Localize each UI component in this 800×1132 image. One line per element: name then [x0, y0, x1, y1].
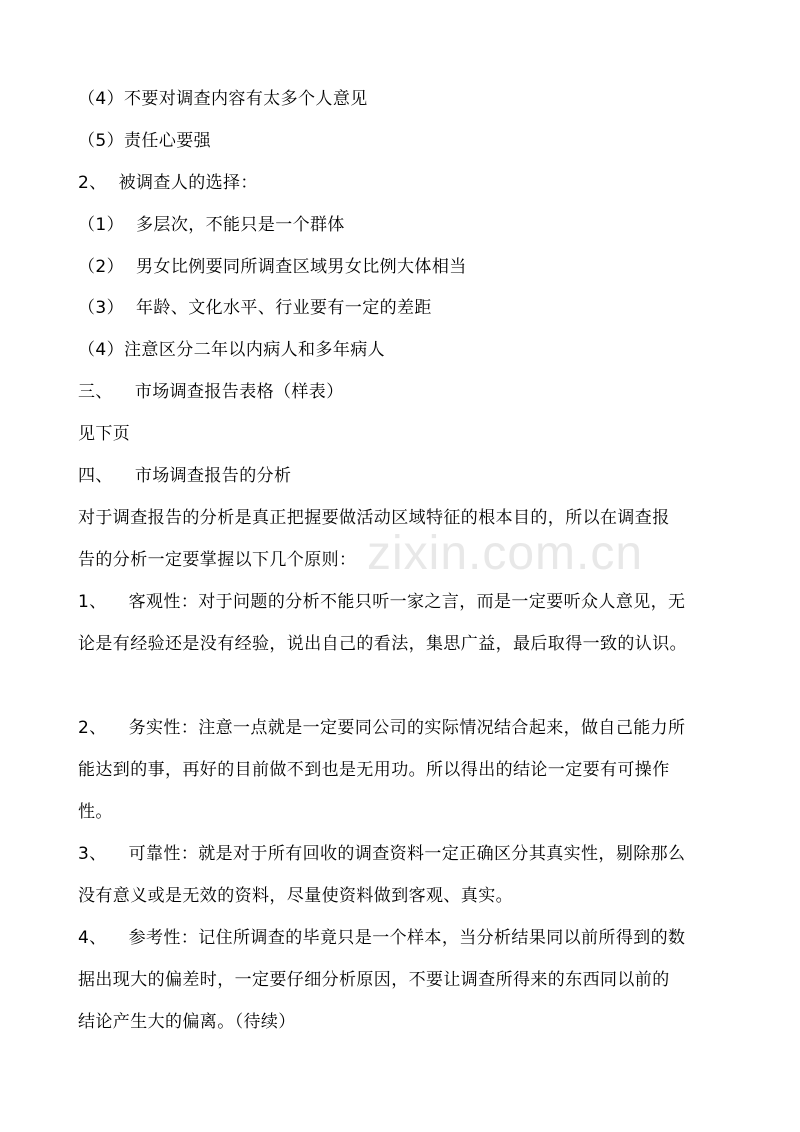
sub-item [78, 257, 467, 277]
paragraph-line [78, 634, 687, 654]
line-text: （4）不要对调查内容有太多个人意见 [78, 89, 368, 109]
item-text: 参考性：记住所调查的毕竟只是一个样本，当分析结果同以前所得到的数 [128, 928, 686, 948]
paragraph-line [78, 886, 513, 906]
section-heading [78, 466, 291, 486]
section-number: 四、 [78, 466, 113, 486]
paragraph-line [78, 550, 356, 570]
item-text: 年龄、文化水平、行业要有一定的差距 [136, 298, 432, 318]
item-number: 1、 [78, 592, 107, 612]
line-text: 没有意义或是无效的资料，尽量使资料做到客观、真实。 [78, 886, 513, 906]
sub-item [78, 215, 345, 235]
item-number: 2、 [78, 173, 107, 193]
numbered-heading [78, 173, 258, 193]
paragraph-line [78, 508, 670, 528]
principle-item [78, 592, 685, 612]
text-line [78, 89, 368, 109]
paragraph-line [78, 802, 113, 822]
item-text: 男女比例要同所调查区域男女比例大体相当 [136, 257, 467, 277]
item-text: 务实性：注意一点就是一定要同公司的实际情况结合起来，做自己能力所 [128, 718, 686, 738]
text-line [78, 424, 130, 444]
watermark: zixin.com.cn [367, 527, 644, 580]
paragraph-line [78, 760, 670, 780]
heading-text: 市场调查报告的分析 [134, 466, 292, 486]
principle-item [78, 844, 685, 864]
line-text: 告的分析一定要掌握以下几个原则： [78, 550, 357, 570]
text-line [78, 131, 211, 151]
line-text: 据出现大的偏差时，一定要仔细分析原因，不要让调查所得来的东西同以前的 [78, 970, 670, 990]
item-text: 多层次，不能只是一个群体 [136, 215, 345, 235]
line-text: 见下页 [78, 424, 131, 444]
line-text: 结论产生大的偏离。（待续） [78, 1012, 296, 1032]
text-line [78, 340, 385, 360]
line-text: 对于调查报告的分析是真正把握要做活动区域特征的根本目的，所以在调查报 [78, 508, 670, 528]
sub-item [78, 298, 432, 318]
item-number: 4、 [78, 928, 107, 948]
item-number: 3、 [78, 844, 107, 864]
item-number: （1） [78, 215, 125, 235]
item-text: 可靠性：就是对于所有回收的调查资料一定正确区分其真实性，剔除那么 [128, 844, 686, 864]
item-number: （3） [78, 298, 125, 318]
line-text: （4）注意区分二年以内病人和多年病人 [78, 340, 386, 360]
line-text: （5）责任心要强 [78, 131, 212, 151]
item-number: （2） [78, 257, 125, 277]
item-text: 客观性：对于问题的分析不能只听一家之言，而是一定要听众人意见，无 [128, 592, 686, 612]
paragraph-line [78, 970, 670, 990]
heading-text: 被调查人的选择： [118, 173, 258, 193]
section-number: 三、 [78, 382, 113, 402]
principle-item [78, 718, 685, 738]
line-text: 性。 [78, 802, 113, 822]
line-text: 能达到的事，再好的目前做不到也是无用功。所以得出的结论一定要有可操作 [78, 760, 670, 780]
heading-text: 市场调查报告表格（样表） [134, 382, 344, 402]
paragraph-line [78, 1012, 296, 1032]
item-number: 2、 [78, 718, 107, 738]
section-heading [78, 382, 344, 402]
principle-item [78, 928, 685, 948]
line-text: 论是有经验还是没有经验，说出自己的看法，集思广益，最后取得一致的认识。 [78, 634, 687, 654]
